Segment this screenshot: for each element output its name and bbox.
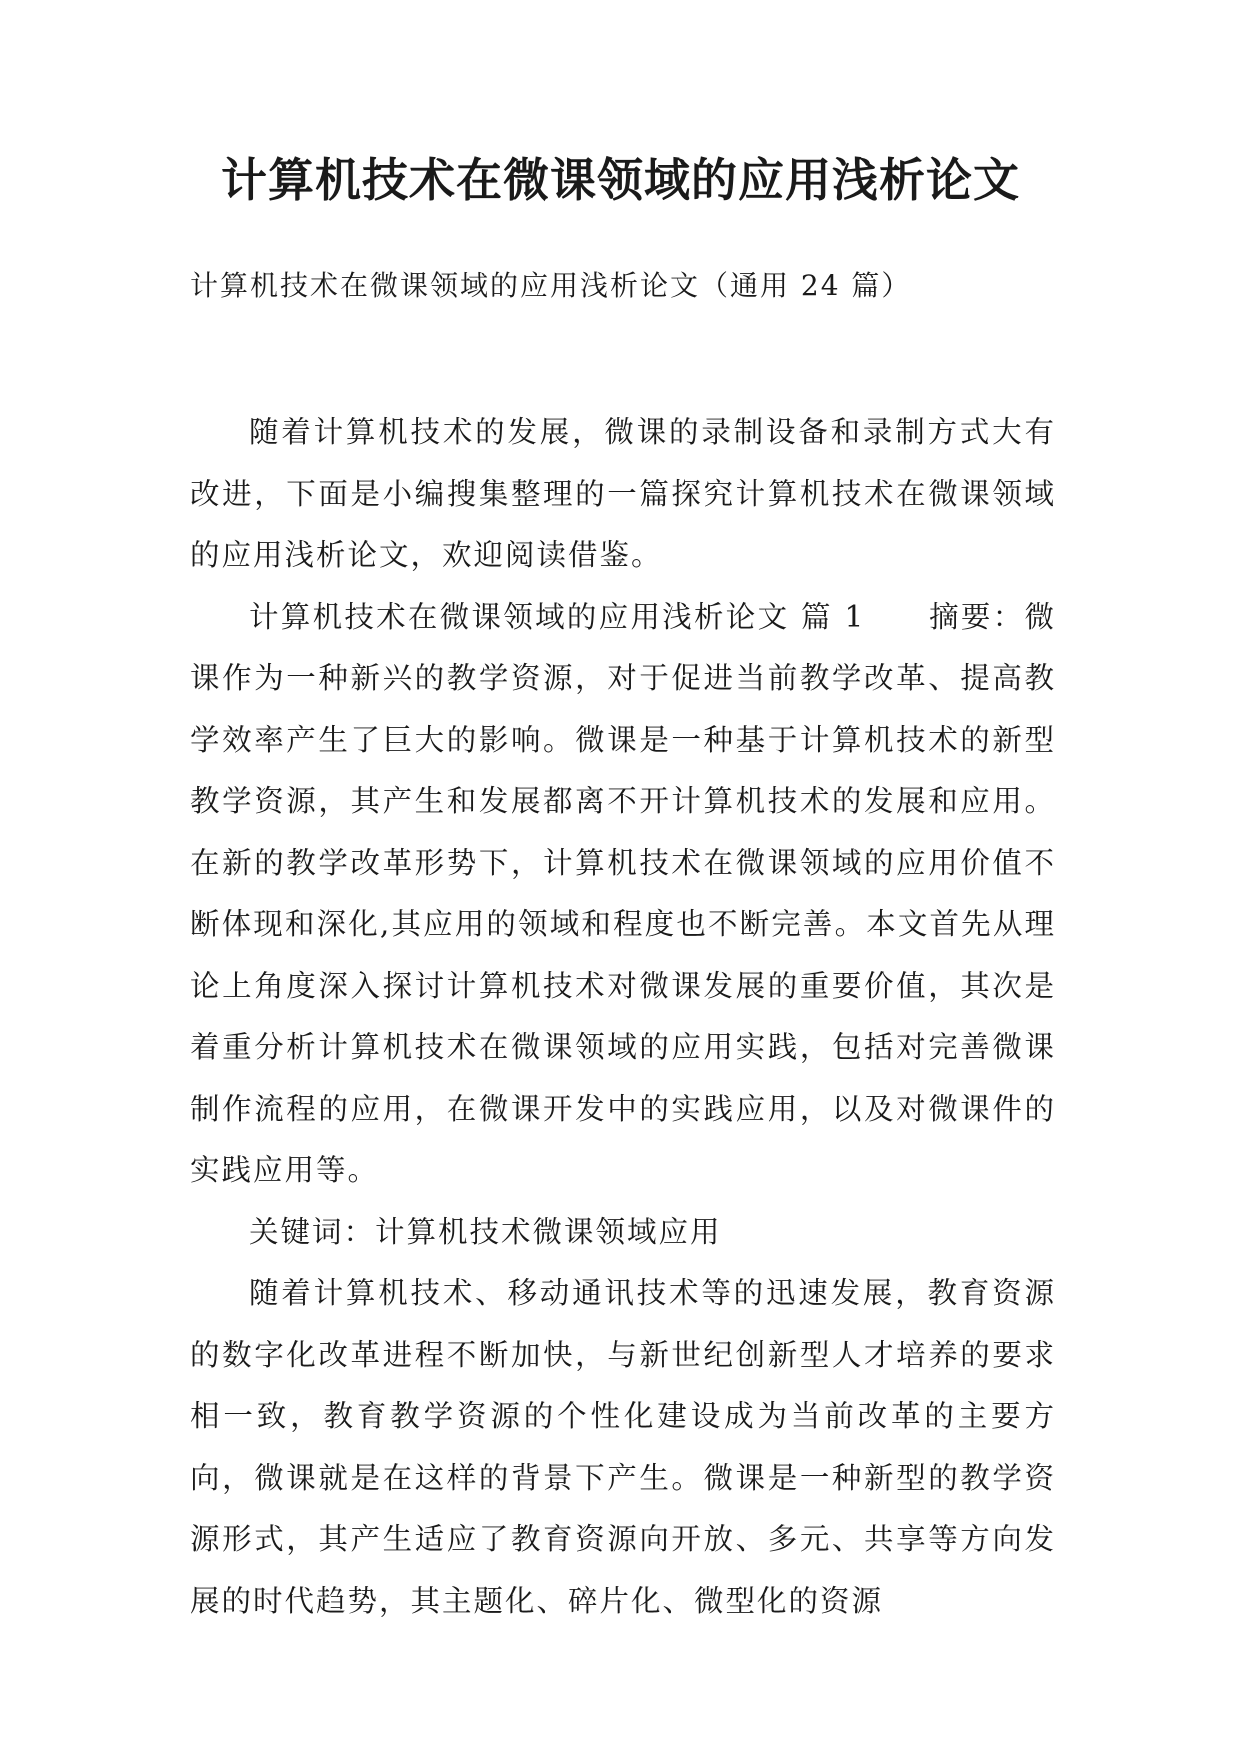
paragraph-intro: 随着计算机技术的发展，微课的录制设备和录制方式大有改进，下面是小编搜集整理的一篇探究计算机技术在微课领域的应用浅析论文，欢迎阅读借鉴。 [190,415,1056,572]
document-title: 计算机技术在微课领域的应用浅析论文 [221,153,1020,207]
document-subtitle: 计算机技术在微课领域的应用浅析论文（通用 24 篇） [190,269,912,302]
paragraph-body: 随着计算机技术、移动通讯技术等的迅速发展，教育资源的数字化改革进程不断加快，与新世纪创新型人才培养的要求相一致，教育教学资源的个性化建设成为当前改革的主要方向，微课就是在这样的背景下产生。微课是一种新型的教学资源形式，其产生适应了教育资源向开放、多元、共享等方向发展的时代趋势，其主题化、碎片化、微型化的资源 [190,1276,1056,1618]
paragraph-keywords: 关键词：计算机技术微课领域应用 [249,1214,722,1249]
document-body [190,402,1056,1632]
paragraph-abstract: 计算机技术在微课领域的应用浅析论文 篇 1 摘要：微课作为一种新兴的教学资源，对于促进当前教学改革、提高教学效率产生了巨大的影响。微课是一种基于计算机技术的新型教学资源，其产生和发展都离不开计算机技术的发展和应用。在新的教学改革形势下，计算机技术在微课领域的应用价值不断体现和深化,其应用的领域和程度也不断完善。本文首先从理论上角度深入探讨计算机技术对微课发展的重要价值，其次是着重分析计算机技术在微课领域的应用实践，包括对完善微课制作流程的应用，在微课开发中的实践应用，以及对微课件的实践应用等。 [190,599,1056,1187]
